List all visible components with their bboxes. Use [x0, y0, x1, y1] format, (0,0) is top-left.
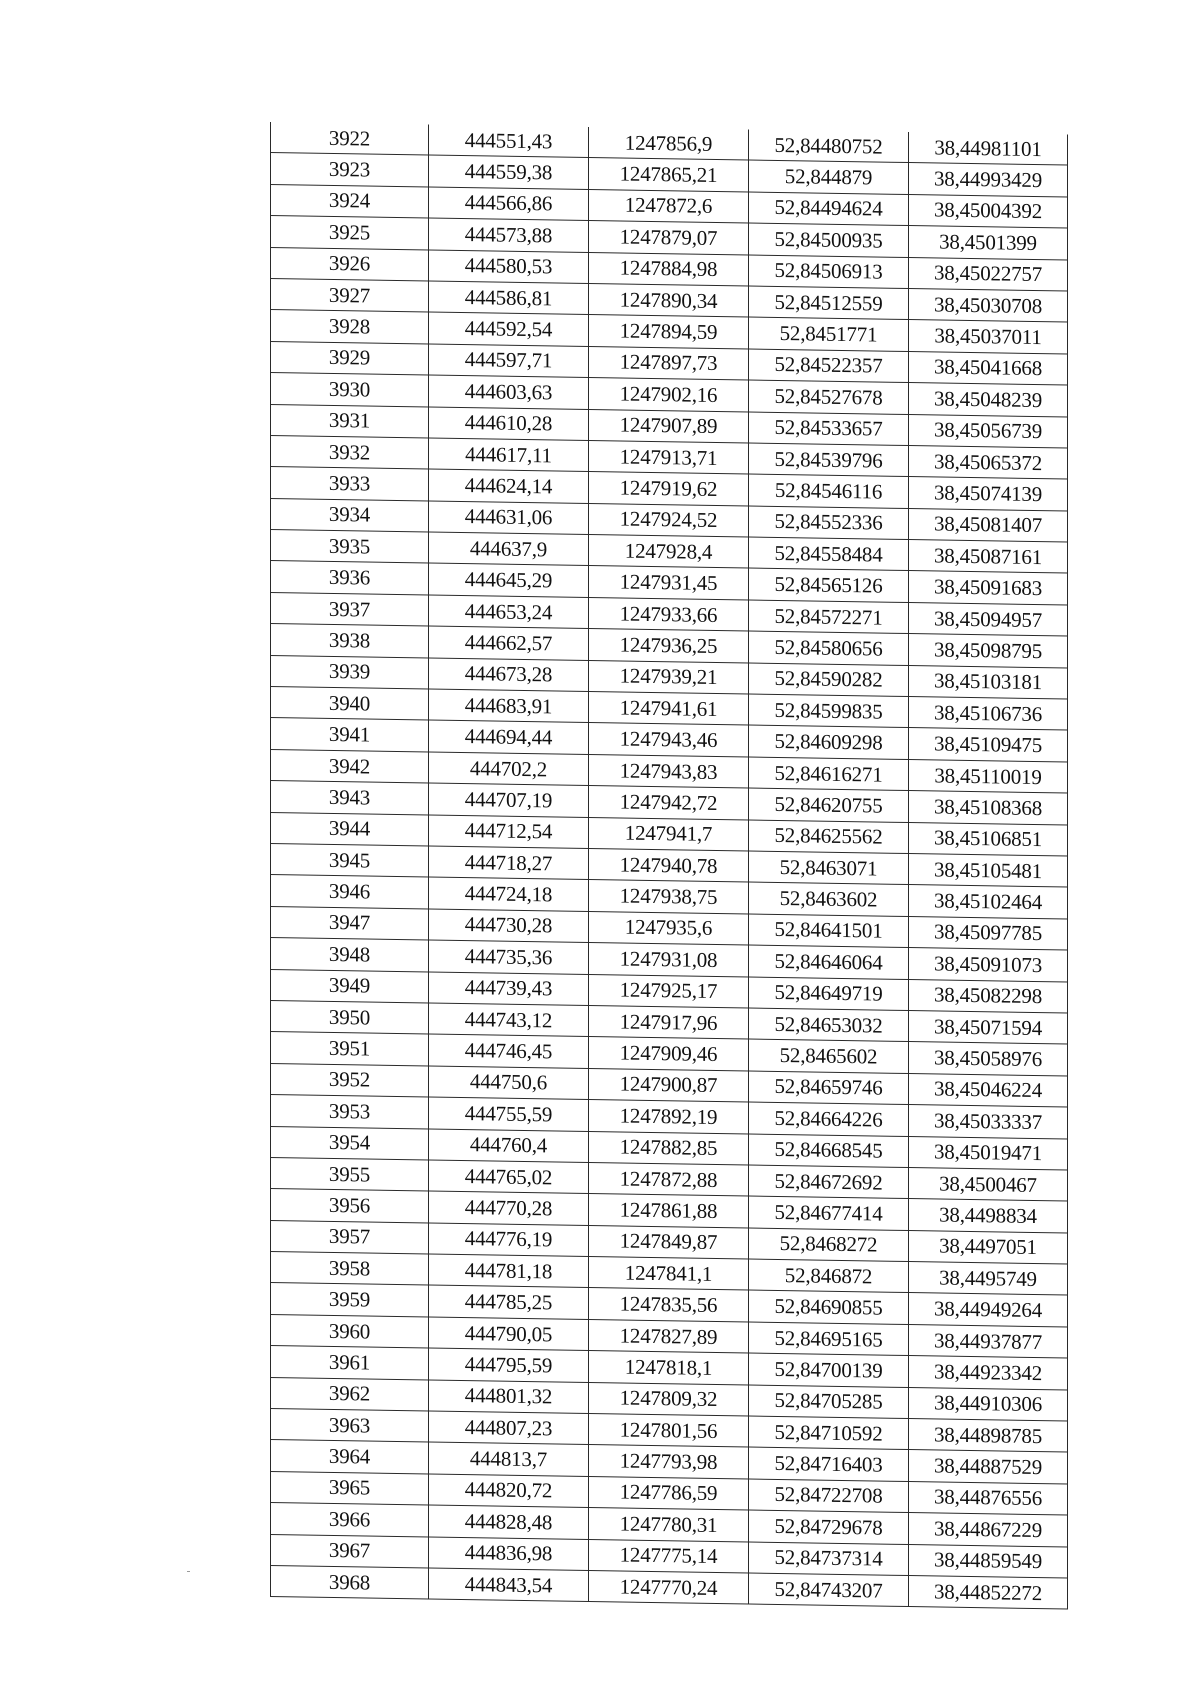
x-coordinate-cell: 444790,05	[429, 1317, 589, 1351]
point-number-cell: 3930	[271, 373, 429, 407]
longitude-cell: 38,45094957	[909, 602, 1068, 636]
y-coordinate-cell: 1247940,78	[589, 848, 749, 882]
longitude-cell: 38,44923342	[909, 1356, 1068, 1390]
point-number-cell: 3938	[271, 624, 429, 658]
longitude-cell: 38,45106736	[909, 697, 1068, 731]
longitude-cell: 38,44876556	[909, 1481, 1068, 1515]
x-coordinate-cell: 444828,48	[429, 1505, 589, 1539]
x-coordinate-cell: 444662,57	[429, 626, 589, 660]
latitude-cell: 52,84546116	[749, 474, 909, 508]
x-coordinate-cell: 444683,91	[429, 689, 589, 723]
longitude-cell: 38,45108368	[909, 791, 1068, 825]
x-coordinate-cell: 444573,88	[429, 218, 589, 252]
longitude-cell: 38,45004392	[909, 194, 1068, 228]
latitude-cell: 52,84580656	[749, 631, 909, 665]
point-number-cell: 3946	[271, 875, 429, 909]
x-coordinate-cell: 444795,59	[429, 1348, 589, 1382]
y-coordinate-cell: 1247793,98	[589, 1445, 749, 1479]
x-coordinate-cell: 444743,12	[429, 1003, 589, 1037]
x-coordinate-cell: 444603,63	[429, 375, 589, 409]
point-number-cell: 3968	[271, 1565, 429, 1599]
point-number-cell: 3936	[271, 561, 429, 595]
coordinates-table	[270, 122, 1068, 1610]
y-coordinate-cell: 1247938,75	[589, 880, 749, 914]
longitude-cell: 38,44859549	[909, 1544, 1068, 1578]
y-coordinate-cell: 1247942,72	[589, 786, 749, 820]
y-coordinate-cell: 1247941,7	[589, 817, 749, 851]
y-coordinate-cell: 1247809,32	[589, 1382, 749, 1416]
latitude-cell: 52,84533657	[749, 412, 909, 446]
y-coordinate-cell: 1247941,61	[589, 692, 749, 726]
longitude-cell: 38,44867229	[909, 1513, 1068, 1547]
point-number-cell: 3941	[271, 718, 429, 752]
x-coordinate-cell: 444776,19	[429, 1223, 589, 1257]
longitude-cell: 38,45074139	[909, 477, 1068, 511]
longitude-cell: 38,4498834	[909, 1199, 1068, 1233]
longitude-cell: 38,44937877	[909, 1324, 1068, 1358]
latitude-cell: 52,84539796	[749, 443, 909, 477]
longitude-cell: 38,45022757	[909, 257, 1068, 291]
x-coordinate-cell: 444718,27	[429, 846, 589, 880]
x-coordinate-cell: 444551,43	[429, 124, 589, 157]
y-coordinate-cell: 1247939,21	[589, 660, 749, 694]
point-number-cell: 3952	[271, 1063, 429, 1097]
y-coordinate-cell: 1247894,59	[589, 315, 749, 349]
x-coordinate-cell: 444673,28	[429, 658, 589, 692]
y-coordinate-cell: 1247841,1	[589, 1257, 749, 1291]
point-number-cell: 3956	[271, 1189, 429, 1223]
x-coordinate-cell: 444637,9	[429, 532, 589, 566]
longitude-cell: 38,4497051	[909, 1230, 1068, 1264]
x-coordinate-cell: 444580,53	[429, 250, 589, 284]
y-coordinate-cell: 1247931,45	[589, 566, 749, 600]
point-number-cell: 3966	[271, 1503, 429, 1537]
longitude-cell: 38,44898785	[909, 1419, 1068, 1453]
latitude-cell: 52,846872	[749, 1259, 909, 1293]
point-number-cell: 3949	[271, 969, 429, 1003]
y-coordinate-cell: 1247890,34	[589, 283, 749, 317]
point-number-cell: 3929	[271, 341, 429, 375]
latitude-cell: 52,84716403	[749, 1447, 909, 1481]
longitude-cell: 38,45098795	[909, 634, 1068, 668]
latitude-cell: 52,84494624	[749, 192, 909, 226]
y-coordinate-cell: 1247770,24	[589, 1570, 749, 1604]
y-coordinate-cell: 1247917,96	[589, 1005, 749, 1039]
point-number-cell: 3961	[271, 1346, 429, 1380]
latitude-cell: 52,84695165	[749, 1322, 909, 1356]
x-coordinate-cell: 444702,2	[429, 752, 589, 786]
point-number-cell: 3931	[271, 404, 429, 438]
y-coordinate-cell: 1247835,56	[589, 1288, 749, 1322]
point-number-cell: 3950	[271, 1000, 429, 1034]
x-coordinate-cell: 444624,14	[429, 469, 589, 503]
x-coordinate-cell: 444694,44	[429, 720, 589, 754]
y-coordinate-cell: 1247913,71	[589, 440, 749, 474]
longitude-cell: 38,45081407	[909, 508, 1068, 542]
y-coordinate-cell: 1247897,73	[589, 346, 749, 380]
latitude-cell: 52,84649719	[749, 977, 909, 1011]
longitude-cell: 38,45091683	[909, 571, 1068, 605]
latitude-cell: 52,84590282	[749, 663, 909, 697]
y-coordinate-cell: 1247872,6	[589, 189, 749, 223]
x-coordinate-cell: 444559,38	[429, 155, 589, 189]
point-number-cell: 3964	[271, 1440, 429, 1474]
x-coordinate-cell: 444781,18	[429, 1254, 589, 1288]
latitude-cell: 52,84522357	[749, 349, 909, 383]
longitude-cell: 38,45065372	[909, 445, 1068, 479]
longitude-cell: 38,45082298	[909, 979, 1068, 1013]
point-number-cell: 3940	[271, 687, 429, 721]
point-number-cell: 3935	[271, 530, 429, 564]
x-coordinate-cell: 444653,24	[429, 595, 589, 629]
point-number-cell: 3958	[271, 1252, 429, 1286]
y-coordinate-cell: 1247931,08	[589, 943, 749, 977]
y-coordinate-cell: 1247861,88	[589, 1194, 749, 1228]
y-coordinate-cell: 1247879,07	[589, 221, 749, 255]
point-number-cell: 3959	[271, 1283, 429, 1317]
y-coordinate-cell: 1247818,1	[589, 1351, 749, 1385]
point-number-cell: 3945	[271, 843, 429, 877]
x-coordinate-cell: 444735,36	[429, 940, 589, 974]
point-number-cell: 3951	[271, 1032, 429, 1066]
longitude-cell: 38,45110019	[909, 759, 1068, 793]
point-number-cell: 3939	[271, 655, 429, 689]
x-coordinate-cell: 444836,98	[429, 1537, 589, 1571]
latitude-cell: 52,84558484	[749, 537, 909, 571]
y-coordinate-cell: 1247827,89	[589, 1319, 749, 1353]
longitude-cell: 38,45058976	[909, 1042, 1068, 1076]
latitude-cell: 52,84641501	[749, 914, 909, 948]
longitude-cell: 38,4501399	[909, 226, 1068, 260]
longitude-cell: 38,45019471	[909, 1136, 1068, 1170]
x-coordinate-cell: 444631,06	[429, 501, 589, 535]
point-number-cell: 3965	[271, 1471, 429, 1505]
point-number-cell: 3960	[271, 1314, 429, 1348]
point-number-cell: 3922	[271, 122, 429, 155]
latitude-cell: 52,84722708	[749, 1479, 909, 1513]
longitude-cell: 38,44981101	[909, 132, 1068, 165]
point-number-cell: 3954	[271, 1126, 429, 1160]
y-coordinate-cell: 1247892,19	[589, 1100, 749, 1134]
point-number-cell: 3928	[271, 310, 429, 344]
latitude-cell: 52,8468272	[749, 1228, 909, 1262]
x-coordinate-cell: 444807,23	[429, 1411, 589, 1445]
longitude-cell: 38,45102464	[909, 885, 1068, 919]
latitude-cell: 52,84512559	[749, 286, 909, 320]
point-number-cell: 3967	[271, 1534, 429, 1568]
y-coordinate-cell: 1247884,98	[589, 252, 749, 286]
longitude-cell: 38,45056739	[909, 414, 1068, 448]
y-coordinate-cell: 1247933,66	[589, 597, 749, 631]
x-coordinate-cell: 444592,54	[429, 312, 589, 346]
x-coordinate-cell: 444712,54	[429, 815, 589, 849]
latitude-cell: 52,84672692	[749, 1165, 909, 1199]
longitude-cell: 38,45105481	[909, 854, 1068, 888]
latitude-cell: 52,84690855	[749, 1290, 909, 1324]
latitude-cell: 52,84506913	[749, 255, 909, 289]
point-number-cell: 3923	[271, 153, 429, 187]
x-coordinate-cell: 444765,02	[429, 1160, 589, 1194]
y-coordinate-cell: 1247928,4	[589, 535, 749, 569]
longitude-cell: 38,44910306	[909, 1387, 1068, 1421]
y-coordinate-cell: 1247902,16	[589, 378, 749, 412]
longitude-cell: 38,45091073	[909, 948, 1068, 982]
x-coordinate-cell: 444724,18	[429, 877, 589, 911]
x-coordinate-cell: 444597,71	[429, 344, 589, 378]
point-number-cell: 3937	[271, 592, 429, 626]
x-coordinate-cell: 444820,72	[429, 1474, 589, 1508]
scan-speck	[187, 1571, 190, 1572]
y-coordinate-cell: 1247909,46	[589, 1037, 749, 1071]
latitude-cell: 52,84653032	[749, 1008, 909, 1042]
x-coordinate-cell: 444730,28	[429, 909, 589, 943]
coordinates-table-body	[271, 122, 1068, 1609]
y-coordinate-cell: 1247924,52	[589, 503, 749, 537]
x-coordinate-cell: 444801,32	[429, 1380, 589, 1414]
longitude-cell: 38,44887529	[909, 1450, 1068, 1484]
longitude-cell: 38,44852272	[909, 1575, 1068, 1609]
longitude-cell: 38,45030708	[909, 288, 1068, 322]
latitude-cell: 52,84646064	[749, 945, 909, 979]
longitude-cell: 38,45109475	[909, 728, 1068, 762]
latitude-cell: 52,84599835	[749, 694, 909, 728]
x-coordinate-cell: 444586,81	[429, 281, 589, 315]
point-number-cell: 3953	[271, 1095, 429, 1129]
latitude-cell: 52,84664226	[749, 1102, 909, 1136]
latitude-cell: 52,84500935	[749, 223, 909, 257]
latitude-cell: 52,84609298	[749, 725, 909, 759]
point-number-cell: 3962	[271, 1377, 429, 1411]
y-coordinate-cell: 1247907,89	[589, 409, 749, 443]
point-number-cell: 3934	[271, 498, 429, 532]
longitude-cell: 38,45103181	[909, 665, 1068, 699]
x-coordinate-cell: 444755,59	[429, 1097, 589, 1131]
latitude-cell: 52,84527678	[749, 380, 909, 414]
longitude-cell: 38,45033337	[909, 1105, 1068, 1139]
x-coordinate-cell: 444566,86	[429, 187, 589, 221]
y-coordinate-cell: 1247882,85	[589, 1131, 749, 1165]
x-coordinate-cell: 444813,7	[429, 1442, 589, 1476]
point-number-cell: 3944	[271, 812, 429, 846]
y-coordinate-cell: 1247849,87	[589, 1225, 749, 1259]
y-coordinate-cell: 1247856,9	[589, 127, 749, 160]
y-coordinate-cell: 1247872,88	[589, 1162, 749, 1196]
latitude-cell: 52,84668545	[749, 1134, 909, 1168]
longitude-cell: 38,45046224	[909, 1073, 1068, 1107]
latitude-cell: 52,84616271	[749, 757, 909, 791]
x-coordinate-cell: 444707,19	[429, 783, 589, 817]
latitude-cell: 52,84552336	[749, 506, 909, 540]
point-number-cell: 3932	[271, 435, 429, 469]
y-coordinate-cell: 1247865,21	[589, 158, 749, 192]
y-coordinate-cell: 1247900,87	[589, 1068, 749, 1102]
latitude-cell: 52,84625562	[749, 820, 909, 854]
point-number-cell: 3948	[271, 938, 429, 972]
point-number-cell: 3924	[271, 184, 429, 218]
x-coordinate-cell: 444760,4	[429, 1128, 589, 1162]
x-coordinate-cell: 444770,28	[429, 1191, 589, 1225]
y-coordinate-cell: 1247919,62	[589, 472, 749, 506]
latitude-cell: 52,84480752	[749, 130, 909, 163]
latitude-cell: 52,8451771	[749, 317, 909, 351]
latitude-cell: 52,84729678	[749, 1510, 909, 1544]
latitude-cell: 52,8463071	[749, 851, 909, 885]
y-coordinate-cell: 1247801,56	[589, 1414, 749, 1448]
y-coordinate-cell: 1247925,17	[589, 974, 749, 1008]
latitude-cell: 52,84705285	[749, 1385, 909, 1419]
point-number-cell: 3925	[271, 216, 429, 250]
y-coordinate-cell: 1247786,59	[589, 1476, 749, 1510]
x-coordinate-cell: 444739,43	[429, 972, 589, 1006]
longitude-cell: 38,45048239	[909, 383, 1068, 417]
longitude-cell: 38,4495749	[909, 1262, 1068, 1296]
x-coordinate-cell: 444610,28	[429, 407, 589, 441]
latitude-cell: 52,844879	[749, 160, 909, 194]
latitude-cell: 52,84620755	[749, 788, 909, 822]
latitude-cell: 52,84737314	[749, 1542, 909, 1576]
y-coordinate-cell: 1247775,14	[589, 1539, 749, 1573]
point-number-cell: 3943	[271, 781, 429, 815]
point-number-cell: 3947	[271, 906, 429, 940]
x-coordinate-cell: 444645,29	[429, 563, 589, 597]
point-number-cell: 3933	[271, 467, 429, 501]
point-number-cell: 3926	[271, 247, 429, 281]
longitude-cell: 38,44993429	[909, 163, 1068, 197]
longitude-cell: 38,45087161	[909, 540, 1068, 574]
latitude-cell: 52,84572271	[749, 600, 909, 634]
longitude-cell: 38,45041668	[909, 351, 1068, 385]
latitude-cell: 52,84677414	[749, 1196, 909, 1230]
x-coordinate-cell: 444617,11	[429, 438, 589, 472]
point-number-cell: 3955	[271, 1157, 429, 1191]
x-coordinate-cell: 444785,25	[429, 1285, 589, 1319]
y-coordinate-cell: 1247936,25	[589, 629, 749, 663]
latitude-cell: 52,8463602	[749, 882, 909, 916]
point-number-cell: 3963	[271, 1409, 429, 1443]
y-coordinate-cell: 1247943,83	[589, 754, 749, 788]
x-coordinate-cell: 444746,45	[429, 1034, 589, 1068]
latitude-cell: 52,84710592	[749, 1416, 909, 1450]
latitude-cell: 52,84700139	[749, 1353, 909, 1387]
y-coordinate-cell: 1247935,6	[589, 911, 749, 945]
longitude-cell: 38,45097785	[909, 916, 1068, 950]
longitude-cell: 38,45071594	[909, 1010, 1068, 1044]
latitude-cell: 52,84565126	[749, 568, 909, 602]
longitude-cell: 38,45106851	[909, 822, 1068, 856]
x-coordinate-cell: 444750,6	[429, 1066, 589, 1100]
latitude-cell: 52,8465602	[749, 1039, 909, 1073]
longitude-cell: 38,45037011	[909, 320, 1068, 354]
latitude-cell: 52,84743207	[749, 1573, 909, 1607]
point-number-cell: 3927	[271, 278, 429, 312]
longitude-cell: 38,44949264	[909, 1293, 1068, 1327]
longitude-cell: 38,4500467	[909, 1167, 1068, 1201]
point-number-cell: 3957	[271, 1220, 429, 1254]
y-coordinate-cell: 1247943,46	[589, 723, 749, 757]
x-coordinate-cell: 444843,54	[429, 1568, 589, 1602]
latitude-cell: 52,84659746	[749, 1071, 909, 1105]
y-coordinate-cell: 1247780,31	[589, 1508, 749, 1542]
point-number-cell: 3942	[271, 749, 429, 783]
